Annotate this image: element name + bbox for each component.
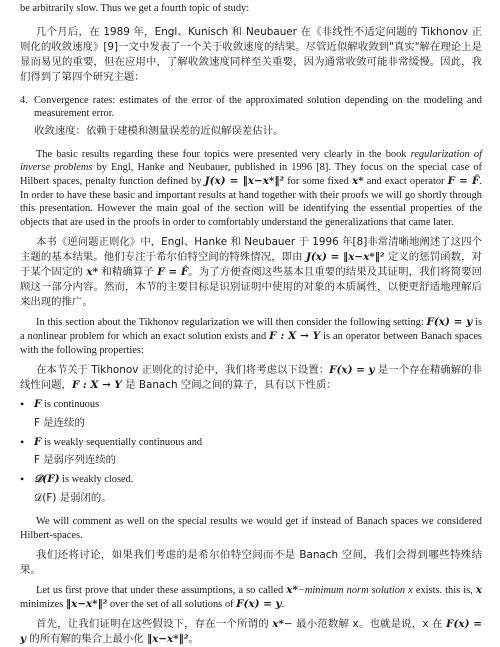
math-expression: x* [272,618,284,631]
text-run: 。 [188,633,199,646]
text-run: minimizes [20,598,66,610]
math-expression: J(x) = ‖x−x*‖² [204,174,285,187]
math-expression: ‖x−x*‖² [65,597,108,610]
paragraph-setting-zh [20,363,482,393]
paragraph-min-norm-en [20,584,482,611]
bullet-text-en [34,473,482,487]
text-run: over the set of all solutions of [107,598,237,610]
text-run: 是 Banach 空间之间的算子，具有以下性质： [121,379,337,392]
math-expression: x* [86,266,99,279]
math-expression: F = F̂ [447,174,480,187]
math-expression: 𝒟(F) [34,473,60,486]
text-run: The basic results regarding these four topics were presented very clearly in the book [36,148,411,160]
emphasis-term: −minimum norm solution x [297,585,413,597]
bullet-icon: • [20,472,25,487]
text-run: − 最小范数解 x。也就是说，x 在 [283,618,447,631]
text-run: for some fixed [284,175,352,187]
text-run: In this section about the Tikhonov regularization we will then consider the following setting: [36,317,427,329]
bullet-icon: • [20,397,25,412]
text-run: by Engl, Hanke and Neubauer, published in 1996 [8]. They focus on the special case of Hilbert spaces, penalty function defined by [20,162,482,187]
math-expression: F = F̂ [157,266,189,279]
bullet-text-zh: F 是连续的 [34,416,85,429]
text-run: 和精确算子 [98,266,158,279]
math-expression: x [475,584,482,597]
text-run: is weakly sequentially continuous and [41,436,203,448]
bullet-icon: • [20,434,25,449]
text-run: and exact operator [363,175,448,187]
list-item-4 [20,94,482,121]
paragraph-intro-zh: 几个月后，在 1989 年，Engl、Kunisch 和 Neubauer 在《非线性不适定问题的 Tikhonov 正则化的收敛速度》[9]一文中发表了一个关于收敛速度的结果。尽管近似解收敛到"真实"解在理论上是显而易见的重要，但在应用中，了解收敛速度同样至关重要，因为通常收敛可能非常缓慢。因此，我们得到了第四个研究主题： [20,25,482,83]
paragraph-basic-results-zh [20,235,482,310]
list-item [20,473,482,487]
text-run: 。为了方便查阅这些基本且重要的结果及其证明，我们将简要回顾这一部分内容。然而，本节的主要目标是识别证明中使用的对象的本质属性，以便更舒适地理解后来出现的推广。 [20,266,483,309]
list-item-text-zh: 收敛速度：依赖于建模和测量误差的近似解误差估计。 [34,124,284,137]
text-run: is weakly closed. [59,474,134,486]
bullet-text-en [34,436,482,450]
bullet-group [20,436,482,469]
paragraph-setting-en [20,316,482,357]
bullet-group [20,398,482,431]
paragraph-intro-en: be arbitrarily slow. Thus we get a fourth topic of study: [20,3,250,14]
book-title: regularization of inverse problems [20,148,482,174]
math-expression: F [34,435,42,448]
text-run: 定义的惩罚函数，对于某个固定的 [20,251,482,279]
paragraph-hilbert-zh: 我们还将讨论，如果我们考虑的是希尔伯特空间而不是 Banach 空间，我们会得到哪些特殊结果。 [20,549,482,577]
bullet-list [20,398,482,506]
bullet-group [20,473,482,506]
text-run: is an operator between Banach spaces with the following properties: [20,330,482,356]
text-run: 首先，让我们证明在这些假设下，存在一个所谓的 [36,618,273,631]
math-expression: ‖x−x*‖² [146,633,189,646]
math-expression: x* [351,174,364,187]
paragraph-basic-results-en [20,148,482,230]
math-expression: F(x) = y [329,364,375,377]
list-item [20,398,482,412]
text-run: 的所有解的集合上最小化 [26,633,147,646]
math-expression: x* [286,584,298,597]
text-run: . [281,598,285,610]
paragraph-min-norm-zh [20,617,482,647]
math-expression: F(x) = y [20,618,482,646]
text-run: Let us first prove that under these assumptions, a so called [36,585,287,597]
text-run: 是一个存在精确解的非线性问题， [20,364,482,392]
ordered-list [20,94,482,139]
text-run: exists. this is, [412,585,476,597]
math-expression: F : X → Y [71,379,122,392]
list-item-text-en: Convergence rates: estimates of the error of the approximated solution depending on the modeling and measurement error. [34,94,482,120]
math-expression: F(x) = y [426,316,473,329]
text-run: 本书《逆问题正则化》中，Engl、Hanke 和 Neubauer 于 1996 年[8]非常清晰地阐述了这四个主题的基本结果。他们专注于希尔伯特空间的特殊情况，即由 [20,236,482,264]
math-expression: J(x) = ‖x−x*‖² [305,251,385,264]
math-expression: F(x) = y [236,597,282,610]
bullet-text-en [34,398,482,412]
list-number: 4. [20,94,28,106]
list-item [20,436,482,450]
text-run: 在本节关于 Tikhonov 正则化的讨论中，我们将考虑以下设置： [36,364,330,377]
math-expression: F : X → Y [269,329,321,342]
paragraph-hilbert-en: We will comment as well on the special results we would get if instead of Banach spaces we considered Hilbert-spaces. [20,515,482,541]
text-run: is continuous [41,399,100,411]
text-run: is a nonlinear problem for which an exact solution exists and [20,317,482,342]
math-expression: F [34,398,42,411]
bullet-text-zh: F 是弱序列连续的 [34,454,117,467]
text-run: . In order to have these basic and important results at hand together with their proofs we will go shortly through this presentation. However the main goal of the section will be identifying the essential properties of the objects that are used in the proofs in order to comfortably understand the generalizations that came later. [20,175,482,228]
bullet-text-zh: 𝒟(F) 是弱闭的。 [34,491,112,504]
